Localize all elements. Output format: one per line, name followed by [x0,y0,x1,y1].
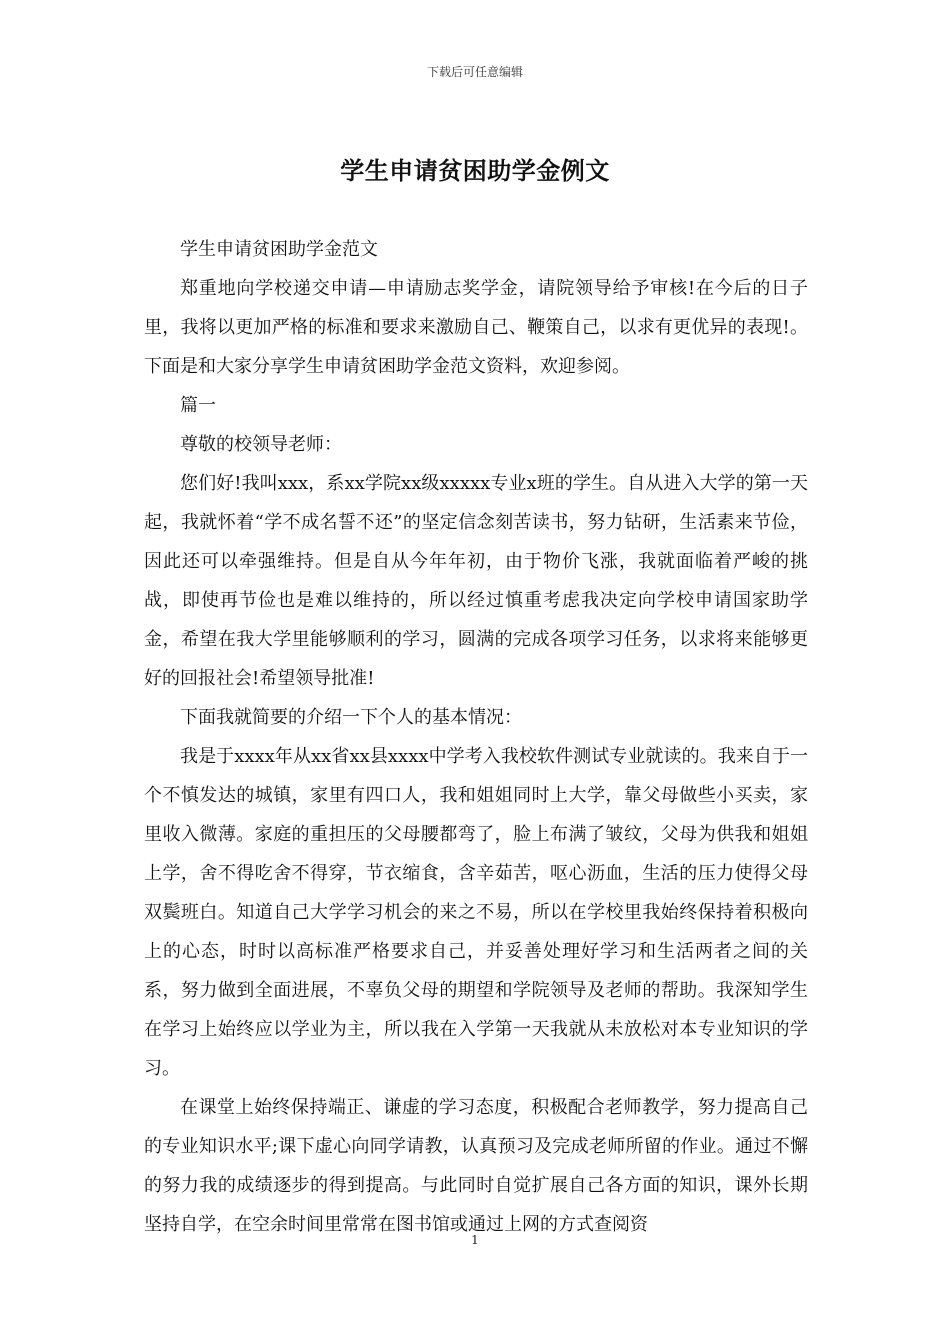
paragraph-body-3: 我是于xxxx年从xx省xx县xxxx中学考入我校软件测试专业就读的。我来自于一个不慎发达的城镇，家里有四口人，我和姐姐同时上大学，靠父母做些小买卖，家里收入微薄。家庭的重担压的父母腰都弯了，脸上布满了皱纹，父母为供我和姐姐上学，舍不得吃舍不得穿，节衣缩食，含辛茹苦，呕心沥血，生活的压力使得父母双鬓班白。知道自己大学学习机会的来之不易，所以在学校里我始终保持着积极向上的心态，时时以高标准严格要求自己，并妥善处理好学习和生活两者之间的关系，努力做到全面进展，不辜负父母的期望和学院领导及老师的帮助。我深知学生在学习上始终应以学业为主，所以我在入学第一天我就从未放松对本专业知识的学习。 [144,746,808,1079]
paragraph-body-4: 在课堂上始终保持端正、谦虚的学习态度，积极配合老师教学，努力提高自己的专业知识水平;课下虚心向同学请教，认真预习及完成老师所留的作业。通过不懈的努力我的成绩逐步的得到提高。与此同时自觉扩展自己各方面的知识，课外长期坚持自学，在空余时间里常常在图书馆或通过上网的方式查阅资 [144,1097,808,1235]
paragraph-body-1: 您们好!我叫xxx，系xx学院xx级xxxxx专业x班的学生。自从进入大学的第一天起，我就怀着“学不成名誓不还”的坚定信念刻苦读书，努力钻研，生活素来节俭，因此还可以牵强维持。但是自从今年年初，由于物价飞涨，我就面临着严峻的挑战，即使再节俭也是难以维持的，所以经过慎重考虑我决定向学校申请国家助学金，希望在我大学里能够顺利的学习，圆满的完成各项学习任务，以求将来能够更好的回报社会!希望领导批准! [144,473,808,689]
paragraph-body-2: 下面我就简要的介绍一下个人的基本情况： [180,707,522,728]
paragraph-intro: 郑重地向学校递交申请—申请励志奖学金，请院领导给予审核!在今后的日子里，我将以更加严格的标准和要求来激励自己、鞭策自己，以求有更优异的表现!。下面是和大家分享学生申请贫困助学金范文资料，欢迎参阅。 [144,278,808,377]
paragraph-section-label: 篇一 [180,395,216,416]
paragraph-subtitle: 学生申请贫困助学金范文 [180,239,378,260]
page-number: 1 [471,1233,479,1247]
paragraph-salutation: 尊敬的校领导老师： [180,434,342,455]
page-header: 下载后可任意编辑 [426,65,523,79]
document-title: 学生申请贫困助学金例文 [340,157,610,185]
document-body [144,230,808,1244]
